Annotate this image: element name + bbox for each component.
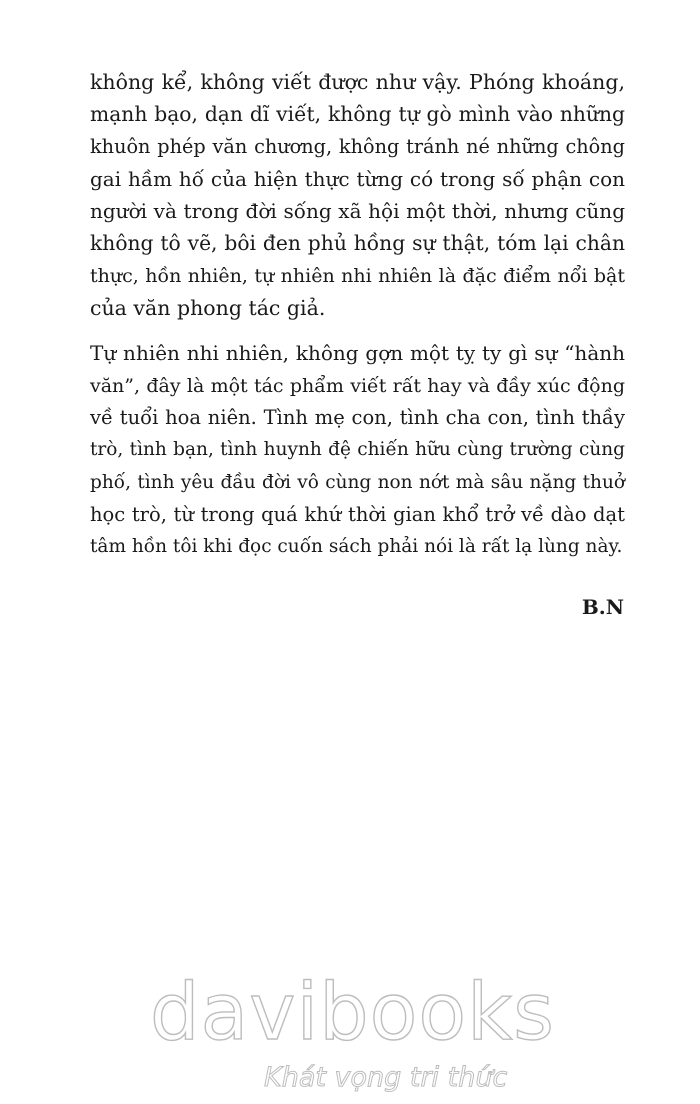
text-line: khuôn phép văn chương, không tránh né những chông: [90, 134, 625, 158]
text-line: tâm hồn tôi khi đọc cuốn sách phải nói là rất lạ lùng này.: [90, 536, 623, 558]
paragraph-1: [90, 66, 625, 324]
text-line: học trò, từ trong quá khứ thời gian khổ trở về dào dạt: [90, 502, 625, 526]
text-line: trò, tình bạn, tình huynh đệ chiến hữu cùng trường cùng: [90, 439, 625, 461]
text-line: thực, hồn nhiên, tự nhiên nhi nhiên là đặc điểm nổi bật: [90, 264, 625, 287]
text-line: người và trong đời sống xã hội một thời, nhưng cũng: [90, 199, 625, 224]
paragraph-2: [90, 337, 625, 563]
text-line: mạnh bạo, dạn dĩ viết, không tự gò mình vào những: [90, 102, 625, 127]
text-line: phố, tình yêu đầu đời vô cùng non nớt mà sâu nặng thuở: [90, 471, 625, 493]
body-text: [90, 66, 625, 563]
text-line: văn”, đây là một tác phẩm viết rất hay và đầy xúc động: [90, 374, 625, 397]
author-signature: B.N: [581, 595, 624, 619]
text-line: không kể, không viết được như vậy. Phóng khoáng,: [90, 70, 625, 94]
watermark-tagline: Khát vọng tri thức: [264, 1062, 508, 1093]
text-line: Tự nhiên nhi nhiên, không gợn một tỵ ty gì sự “hành: [90, 341, 625, 366]
text-line: gai hầm hố của hiện thực từng có trong số phận con: [90, 166, 625, 191]
text-line: của văn phong tác giả.: [90, 296, 326, 321]
text-line: về tuổi hoa niên. Tình mẹ con, tình cha con, tình thầy: [90, 405, 625, 429]
watermark-brand: davibooks: [150, 968, 555, 1058]
text-line: không tô vẽ, bôi đen phủ hồng sự thật, tóm lại chân: [90, 231, 625, 256]
